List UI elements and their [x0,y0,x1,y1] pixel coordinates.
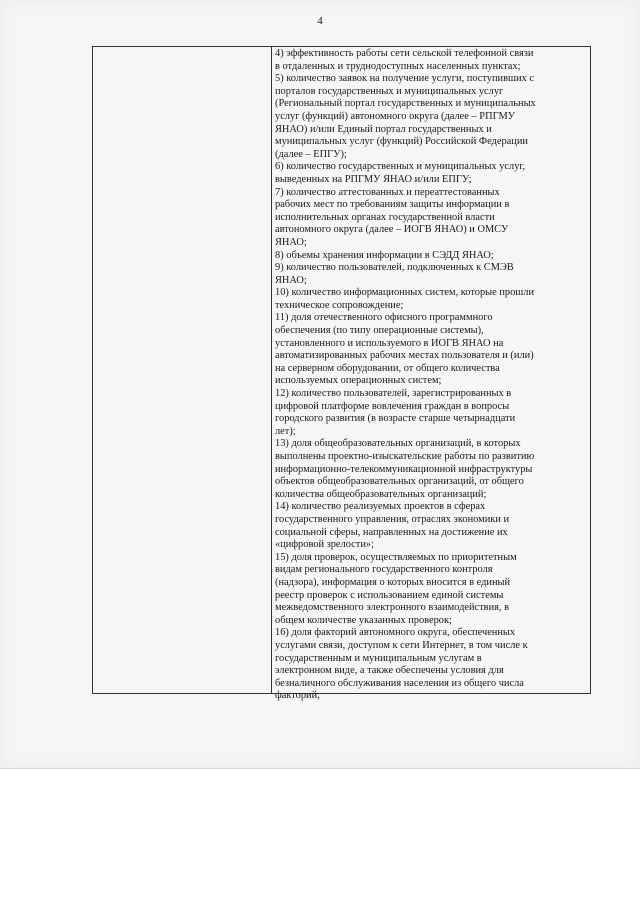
indicator-item: 15) доля проверок, осуществляемых по приоритетным видам регионального государственного контроля (надзора), информация о которых вносится в единый реестр проверок с использованием единой системы межведомственного электронного взаимодействия, в общем количестве указанных проверок; [275,551,517,626]
indicator-item: 14) количество реализуемых проектов в сферах государственного управления, отраслях экономики и социальной сферы, направленных на достижение их «цифровой зрелости»; [275,501,510,551]
indicator-item: 9) количество пользователей, подключенных к СМЭВ ЯНАО; [275,262,514,286]
indicator-item: 12) количество пользователей, зарегистрированных в цифровой платформе вовлечения граждан в вопросы городского развития (в возрасте старше четырнадцати лет); [275,388,516,437]
table-left-column [93,47,272,693]
indicator-item: 16) доля факторий автономного округа, обеспеченных услугами связи, доступом к сети Интернет, в том числе к государственным и муниципальным услугам в электронном виде, а также обеспечены условия для безналичного обслуживания населения из общего числа факторий; [275,627,528,702]
indicator-item: 4) эффективность работы сети сельской телефонной связи в отдаленных и труднодоступных населенных пунктах; [275,48,534,72]
indicator-item: 13) доля общеобразовательных организаций, в которых выполнены проектно-изыскательские работы по развитию информационно-телекоммуникационной инфраструктуры объектов общеобразовательных организаций, от общего количества общеобразовательных организаций; [275,438,535,500]
table-right-column [272,48,588,702]
indicator-item: 7) количество аттестованных и переаттестованных рабочих мест по требованиям защиты информации в исполнительных органах государственной власти автономного округа (далее – ИОГВ ЯНАО) и ОМСУ ЯНАО; [275,186,510,248]
indicator-item: 8) объемы хранения информации в СЭДД ЯНАО; [275,249,494,261]
indicators-table [92,46,591,702]
indicator-item: 6) количество государственных и муниципальных услуг, выведенных на РПГМУ ЯНАО и/или ЕПГУ; [275,161,526,185]
page-number: 4 [317,15,323,27]
indicator-item: 10) количество информационных систем, которые прошли техническое сопровождение; [275,287,535,311]
indicator-item: 11) доля отечественного офисного программного обеспечения (по типу операционные системы), установленного и используемого в ИОГВ ЯНАО на автоматизированных рабочих местах пользователя и (или) на серверном оборудовании, от общего количества используемых операционных систем; [275,312,534,387]
indicator-item: 5) количество заявок на получение услуги, поступивших с порталов государственных и муниципальных услуг (Региональный портал государственных и муниципальных услуг (функций) автономного округа (далее – РПГМУ ЯНАО) и/или Единый портал государственных и муниципальных услуг (функций) Российской Федерации (далее – ЕПГУ); [275,73,536,160]
